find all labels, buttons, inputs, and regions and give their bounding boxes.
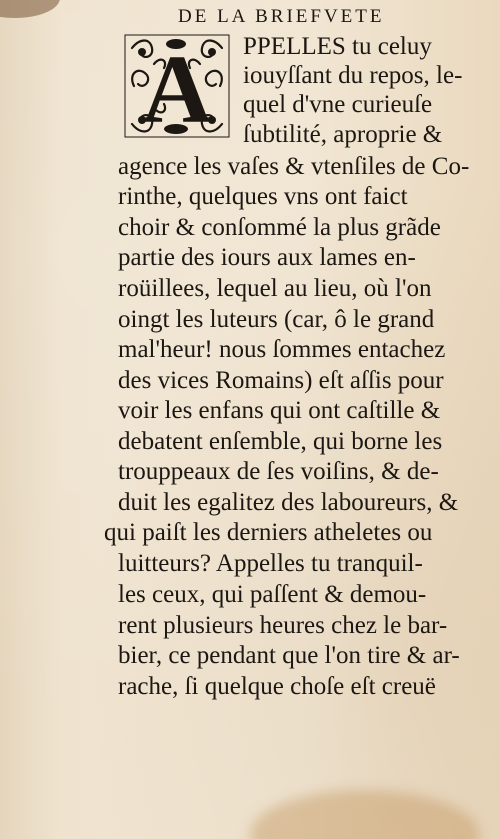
page-stain-bottom <box>250 790 480 839</box>
text-line: agence les vaſes & vtenſiles de Co- <box>118 153 470 180</box>
text-line: choir & conſommé la plus grãde <box>118 214 441 241</box>
text-line: PPELLES tu celuy <box>243 33 432 60</box>
foliate-dropcap-ornament-icon <box>124 34 230 138</box>
text-line: duit les egalitez des laboureurs, & <box>118 489 459 516</box>
text-line: bier, ce pendant que l'on tire & ar- <box>118 642 460 669</box>
text-line: ſubtilité, aproprie & <box>243 121 443 148</box>
text-line: oingt les luteurs (car, ô le grand <box>118 306 435 333</box>
text-line: rache, ſi quelque choſe eſt creuë <box>118 673 436 700</box>
text-line: des vices Romains) eſt aſſis pour <box>118 367 444 394</box>
ornamental-dropcap <box>124 34 230 138</box>
text-line: quel d'vne curieuſe <box>243 91 433 118</box>
text-line: mal'heur! nous ſommes entachez <box>118 336 446 363</box>
text-line: les ceux, qui paſſent & demou- <box>118 581 427 608</box>
text-line: iouyſſant du repos, le- <box>243 62 463 89</box>
text-line: roüillees, lequel au lieu, où l'on <box>118 275 432 302</box>
text-line: rent plusieurs heures chez le bar- <box>118 612 448 639</box>
text-line: voir les enfans qui ont caſtille & <box>118 397 441 424</box>
text-line: rinthe, quelques vns ont faict <box>118 183 408 210</box>
text-line: partie des iours aux lames en- <box>118 244 416 271</box>
page-stain-top <box>0 0 60 18</box>
text-line: debatent enſemble, qui borne les <box>118 428 443 455</box>
text-line: trouppeaux de ſes voiſins, & de- <box>118 458 439 485</box>
text-line: qui paiſt les derniers atheletes ou <box>104 519 433 546</box>
running-title: DE LA BRIEFVETE <box>178 6 385 27</box>
text-line: luitteurs? Appelles tu tranquil- <box>118 550 423 577</box>
svg-text:A: A <box>141 36 213 138</box>
